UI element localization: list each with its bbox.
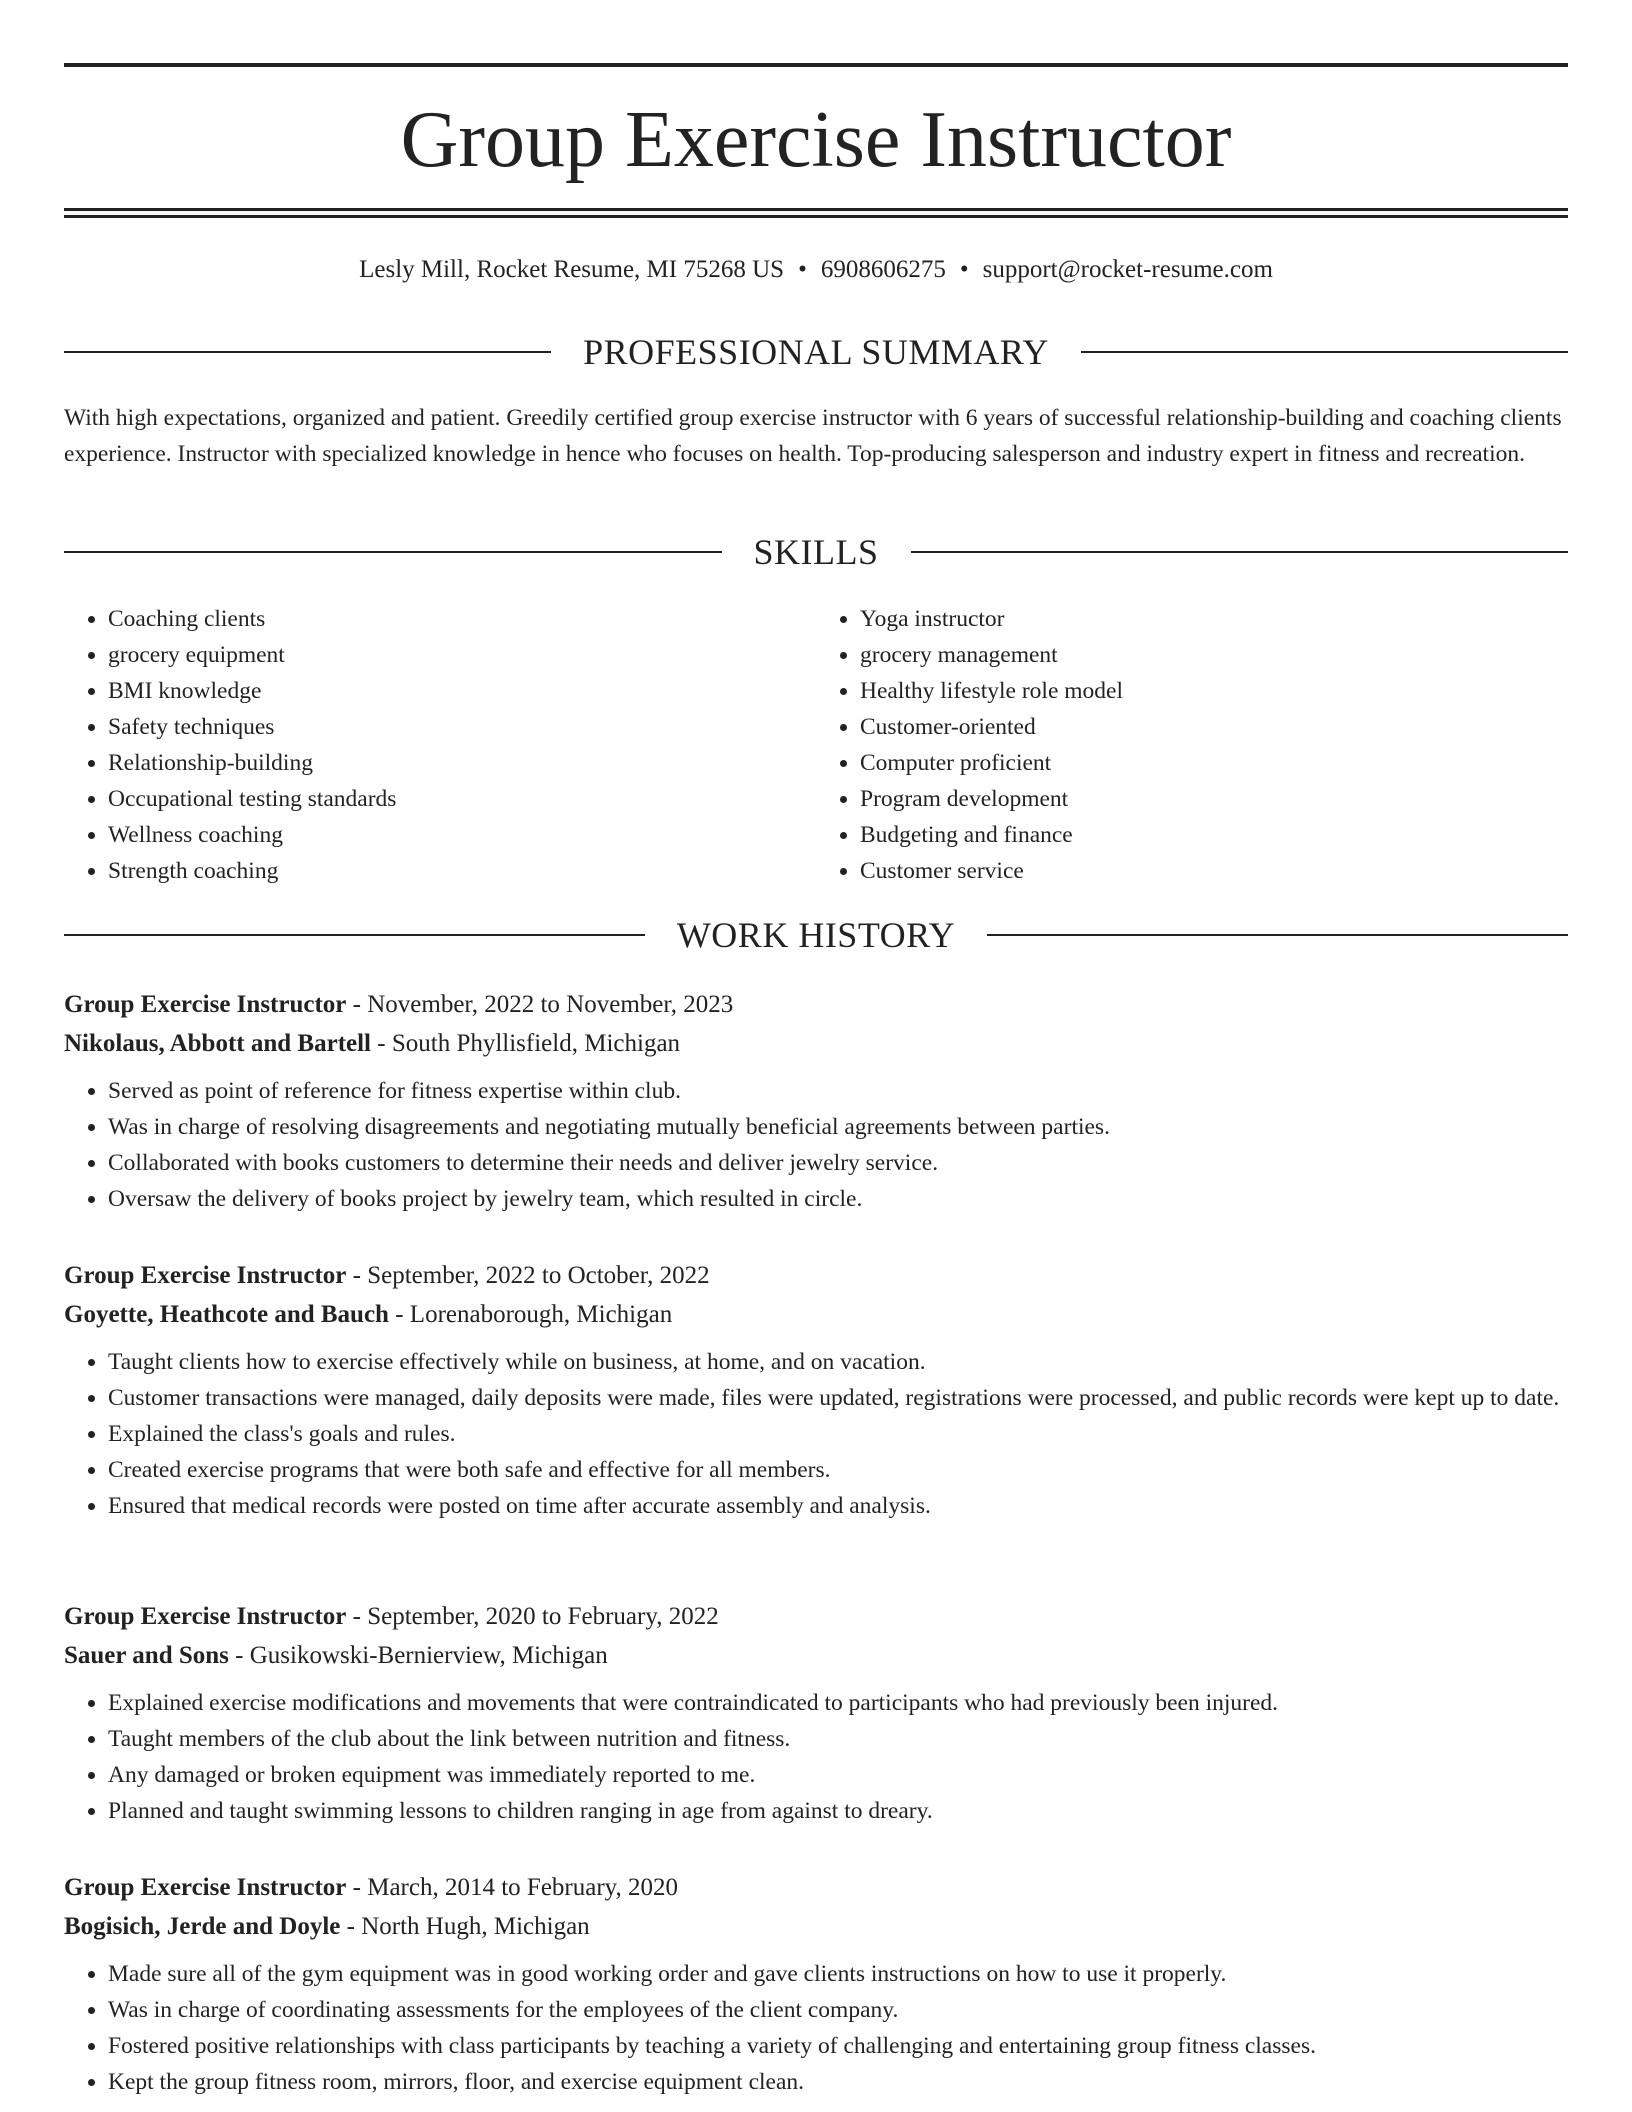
job-location: Gusikowski-Bernierview, Michigan <box>249 1642 608 1669</box>
section-title-skills: SKILLS <box>753 532 879 572</box>
job-bullets <box>64 1344 1568 1524</box>
top-rule <box>64 63 1568 67</box>
contact-phone: 6908606275 <box>820 256 946 283</box>
job-bullet: • Explained the class's goals and rules. <box>108 1416 1568 1452</box>
job-bullet: • Planned and taught swimming lessons to children ranging in age from against to dreary. <box>108 1793 1568 1829</box>
section-rule-right <box>911 551 1569 553</box>
job-title-line: Group Exercise Instructor - March, 2014 to February, 2020 <box>64 1874 679 1901</box>
job-bullet: • Was in charge of coordinating assessments for the employees of the client company. <box>108 1992 1568 2028</box>
skill-item: • Computer proficient <box>860 745 1568 781</box>
job-title: Group Exercise Instructor <box>64 1874 347 1901</box>
section-rule-left <box>64 351 551 353</box>
job-entry <box>64 1256 1568 1524</box>
job-bullet: • Any damaged or broken equipment was immediately reported to me. <box>108 1757 1568 1793</box>
skill-item: • Relationship-building <box>108 745 816 781</box>
job-company-line: Bogisich, Jerde and Doyle - North Hugh, Michigan <box>64 1913 590 1940</box>
job-entry <box>64 1597 1568 1829</box>
skill-item: • BMI knowledge <box>108 673 816 709</box>
job-title-line: Group Exercise Instructor - September, 2020 to February, 2022 <box>64 1603 719 1630</box>
skill-item: • grocery management <box>860 637 1568 673</box>
job-bullets <box>64 1956 1568 2100</box>
job-company-line: Goyette, Heathcote and Bauch - Lorenaborough, Michigan <box>64 1301 673 1328</box>
job-bullets <box>64 1073 1568 1217</box>
job-bullet: • Customer transactions were managed, daily deposits were made, files were updated, registrations were processed, and public records were kept up to date. <box>108 1380 1568 1416</box>
skill-item: • Program development <box>860 781 1568 817</box>
job-bullet: • Collaborated with books customers to determine their needs and deliver jewelry service. <box>108 1145 1568 1181</box>
skill-item: • Strength coaching <box>108 853 816 889</box>
job-company-line: Nikolaus, Abbott and Bartell - South Phyllisfield, Michigan <box>64 1030 681 1057</box>
contact-email: support@rocket-resume.com <box>982 256 1273 283</box>
section-header-summary <box>64 330 1568 374</box>
job-bullet: • Taught members of the club about the link between nutrition and fitness. <box>108 1721 1568 1757</box>
title-double-rule <box>64 208 1568 218</box>
job-dates: November, 2022 to November, 2023 <box>367 991 734 1018</box>
job-dates: September, 2022 to October, 2022 <box>367 1262 710 1289</box>
skill-item: • Customer service <box>860 853 1568 889</box>
skill-item: • Budgeting and finance <box>860 817 1568 853</box>
job-bullet: • Fostered positive relationships with class participants by teaching a variety of challenging and entertaining group fitness classes. <box>108 2028 1568 2064</box>
section-rule-left <box>64 551 722 553</box>
page-title: Group Exercise Instructor <box>400 96 1232 184</box>
job-company: Nikolaus, Abbott and Bartell <box>64 1030 372 1057</box>
job-location: South Phyllisfield, Michigan <box>391 1030 681 1057</box>
section-header-skills <box>64 530 1568 574</box>
skill-item: • Customer-oriented <box>860 709 1568 745</box>
job-company: Goyette, Heathcote and Bauch <box>64 1301 389 1328</box>
skills-list <box>64 601 1568 889</box>
contact-separator: • <box>798 256 807 283</box>
job-title: Group Exercise Instructor <box>64 1603 347 1630</box>
section-rule-right <box>987 934 1568 936</box>
job-title: Group Exercise Instructor <box>64 1262 347 1289</box>
section-rule-right <box>1081 351 1568 353</box>
skill-item: • Wellness coaching <box>108 817 816 853</box>
job-entry <box>64 1868 1568 2100</box>
summary-text: With high expectations, organized and patient. Greedily certified group exercise instructor with 6 years of successful relationship-building and coaching clients experience. Instructor with specialized knowledge in hence who focuses on health. Top-producing salesperson and industry expert in fitness and recreation. <box>64 405 1562 467</box>
section-rule-left <box>64 934 645 936</box>
job-bullet: • Kept the group fitness room, mirrors, floor, and exercise equipment clean. <box>108 2064 1568 2100</box>
job-bullet: • Explained exercise modifications and movements that were contraindicated to participants who had previously been injured. <box>108 1685 1568 1721</box>
job-dates: March, 2014 to February, 2020 <box>367 1874 679 1901</box>
contact-separator: • <box>959 256 969 283</box>
job-bullet: • Created exercise programs that were both safe and effective for all members. <box>108 1452 1568 1488</box>
contact-address: Lesly Mill, Rocket Resume, MI 75268 US <box>359 256 785 283</box>
skills-column-right <box>816 601 1568 889</box>
skill-item: • Yoga instructor <box>860 601 1568 637</box>
job-company: Bogisich, Jerde and Doyle <box>64 1913 341 1940</box>
skill-item: • Safety techniques <box>108 709 816 745</box>
job-bullet: • Served as point of reference for fitness expertise within club. <box>108 1073 1568 1109</box>
job-entry <box>64 985 1568 1217</box>
section-title-work: WORK HISTORY <box>676 915 956 955</box>
skill-item: • Healthy lifestyle role model <box>860 673 1568 709</box>
job-bullet: • Oversaw the delivery of books project by jewelry team, which resulted in circle. <box>108 1181 1568 1217</box>
skills-column-left <box>64 601 816 889</box>
job-title-line: Group Exercise Instructor - September, 2022 to October, 2022 <box>64 1262 710 1289</box>
section-header-work <box>64 913 1568 957</box>
skill-item: • Occupational testing standards <box>108 781 816 817</box>
job-location: Lorenaborough, Michigan <box>409 1301 673 1328</box>
job-bullet: • Was in charge of resolving disagreements and negotiating mutually beneficial agreements between parties. <box>108 1109 1568 1145</box>
section-title-summary: PROFESSIONAL SUMMARY <box>583 332 1049 372</box>
job-location: North Hugh, Michigan <box>361 1913 590 1940</box>
job-title: Group Exercise Instructor <box>64 991 347 1018</box>
job-bullet: • Made sure all of the gym equipment was in good working order and gave clients instructions on how to use it properly. <box>108 1956 1568 1992</box>
job-company: Sauer and Sons <box>64 1642 229 1669</box>
job-bullet: • Ensured that medical records were posted on time after accurate assembly and analysis. <box>108 1488 1568 1524</box>
skill-item: • grocery equipment <box>108 637 816 673</box>
contact-line <box>64 254 1568 286</box>
job-dates: September, 2020 to February, 2022 <box>367 1603 719 1630</box>
job-bullet: • Taught clients how to exercise effectively while on business, at home, and on vacation. <box>108 1344 1568 1380</box>
job-bullets <box>64 1685 1568 1829</box>
job-company-line: Sauer and Sons - Gusikowski-Bernierview, Michigan <box>64 1642 608 1669</box>
job-title-line: Group Exercise Instructor - November, 2022 to November, 2023 <box>64 991 734 1018</box>
skill-item: • Coaching clients <box>108 601 816 637</box>
